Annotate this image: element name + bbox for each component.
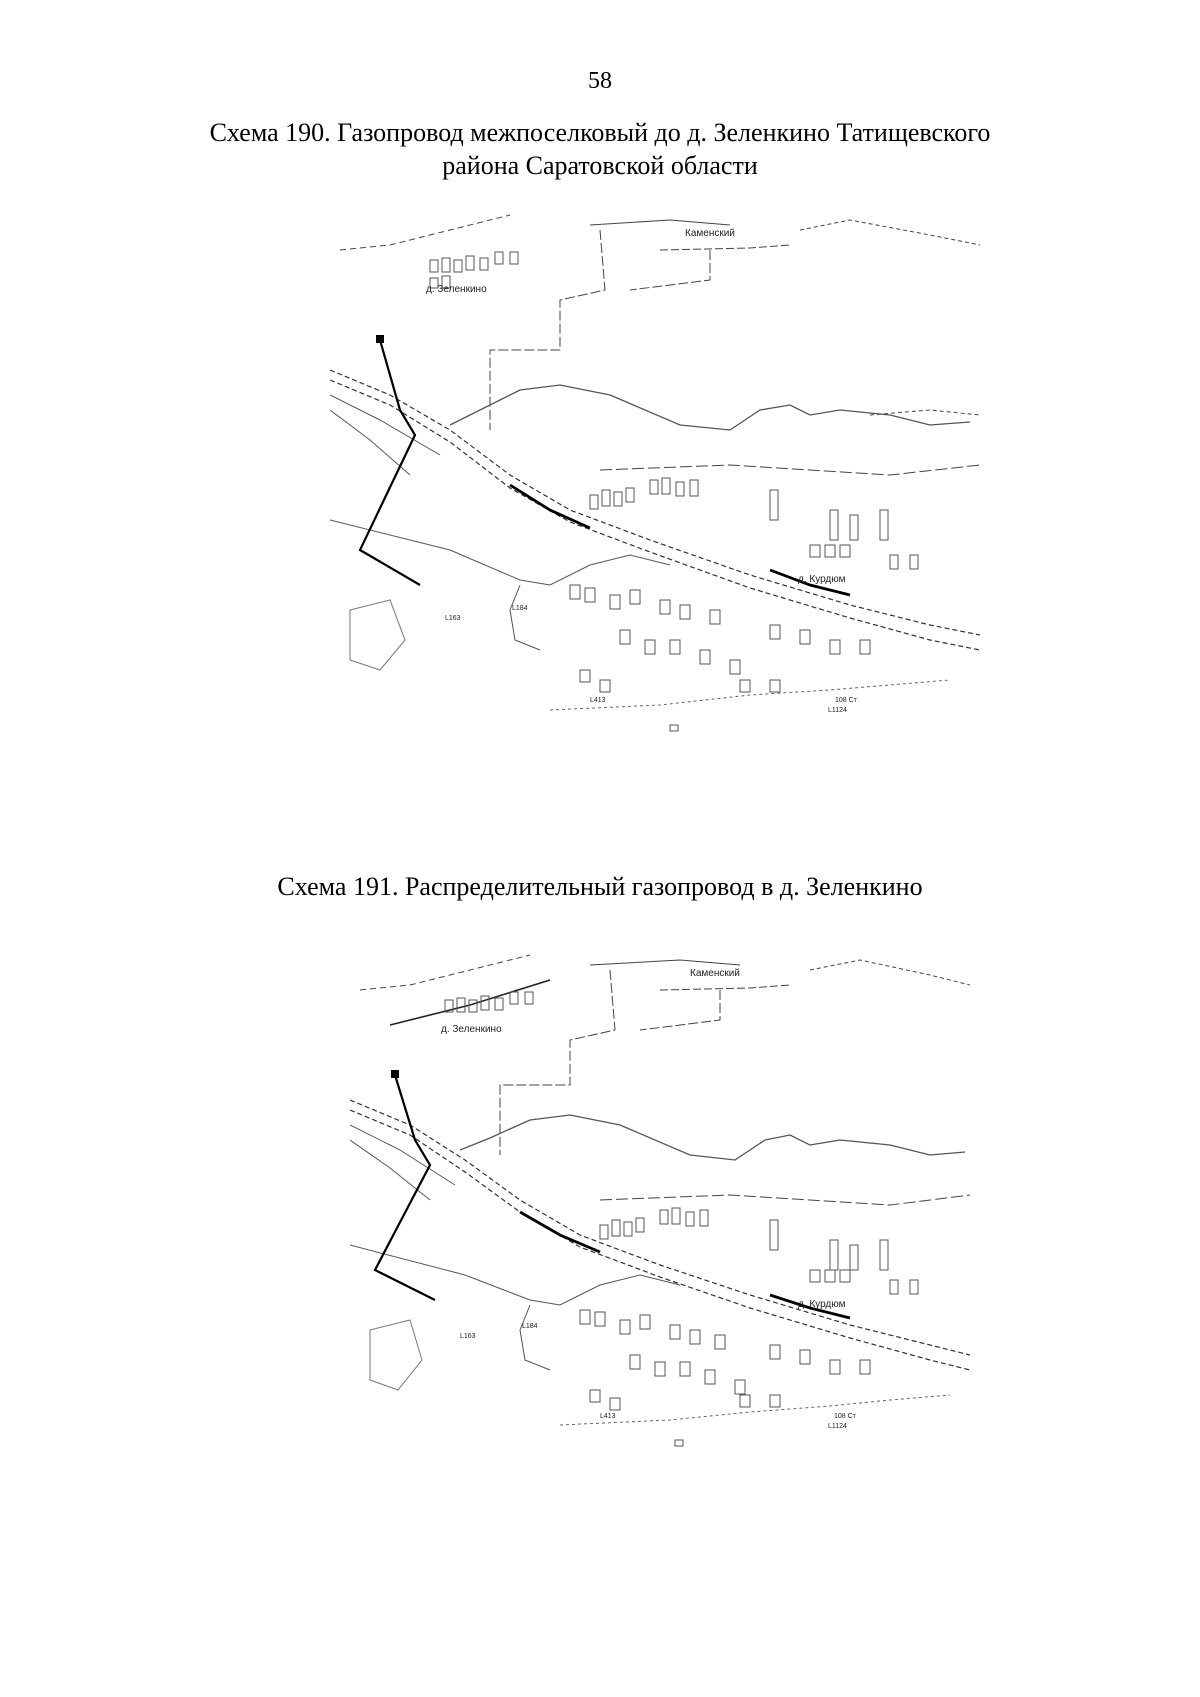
scheme-190-map-drawing [330, 210, 980, 800]
page-number: 58 [588, 68, 612, 94]
label-road-1: L163 [445, 615, 461, 622]
gas-control-point-icon [376, 335, 384, 343]
label-kamensky: Каменский [685, 228, 735, 239]
label-kamensky: Каменский [690, 968, 740, 979]
scheme-190-caption-line1: Схема 190. Газопровод межпоселковый до д. Зеленкино Татищевского [209, 118, 991, 147]
label-road-2: L184 [522, 1323, 538, 1330]
label-road-3: L413 [600, 1413, 616, 1420]
label-zelenkino: д. Зеленкино [441, 1024, 502, 1035]
label-road-5: L1124 [828, 1423, 847, 1430]
scheme-190-map [330, 210, 980, 800]
label-road-3: L413 [590, 697, 606, 704]
label-road-5: L1124 [828, 707, 847, 714]
scheme-190-caption-line2: района Саратовской области [442, 151, 758, 180]
label-kurdyum: д. Курдюм [798, 574, 846, 585]
label-kurdyum: д. Курдюм [798, 1299, 846, 1310]
scheme-191-caption [150, 870, 1050, 903]
scheme-191-caption-line1: Схема 191. Распределительный газопровод в д. Зеленкино [277, 872, 923, 901]
label-road-1: L163 [460, 1333, 476, 1340]
scheme-191-map-drawing [350, 950, 970, 1505]
scheme-190-caption [150, 116, 1050, 182]
label-road-4: 108 Ст [835, 697, 857, 704]
label-road-2: L184 [512, 605, 528, 612]
gas-control-point-icon [391, 1070, 399, 1078]
label-road-4: 108 Ст [834, 1413, 856, 1420]
label-zelenkino: д. Зеленкино [426, 284, 487, 295]
scheme-191-map [350, 950, 970, 1505]
